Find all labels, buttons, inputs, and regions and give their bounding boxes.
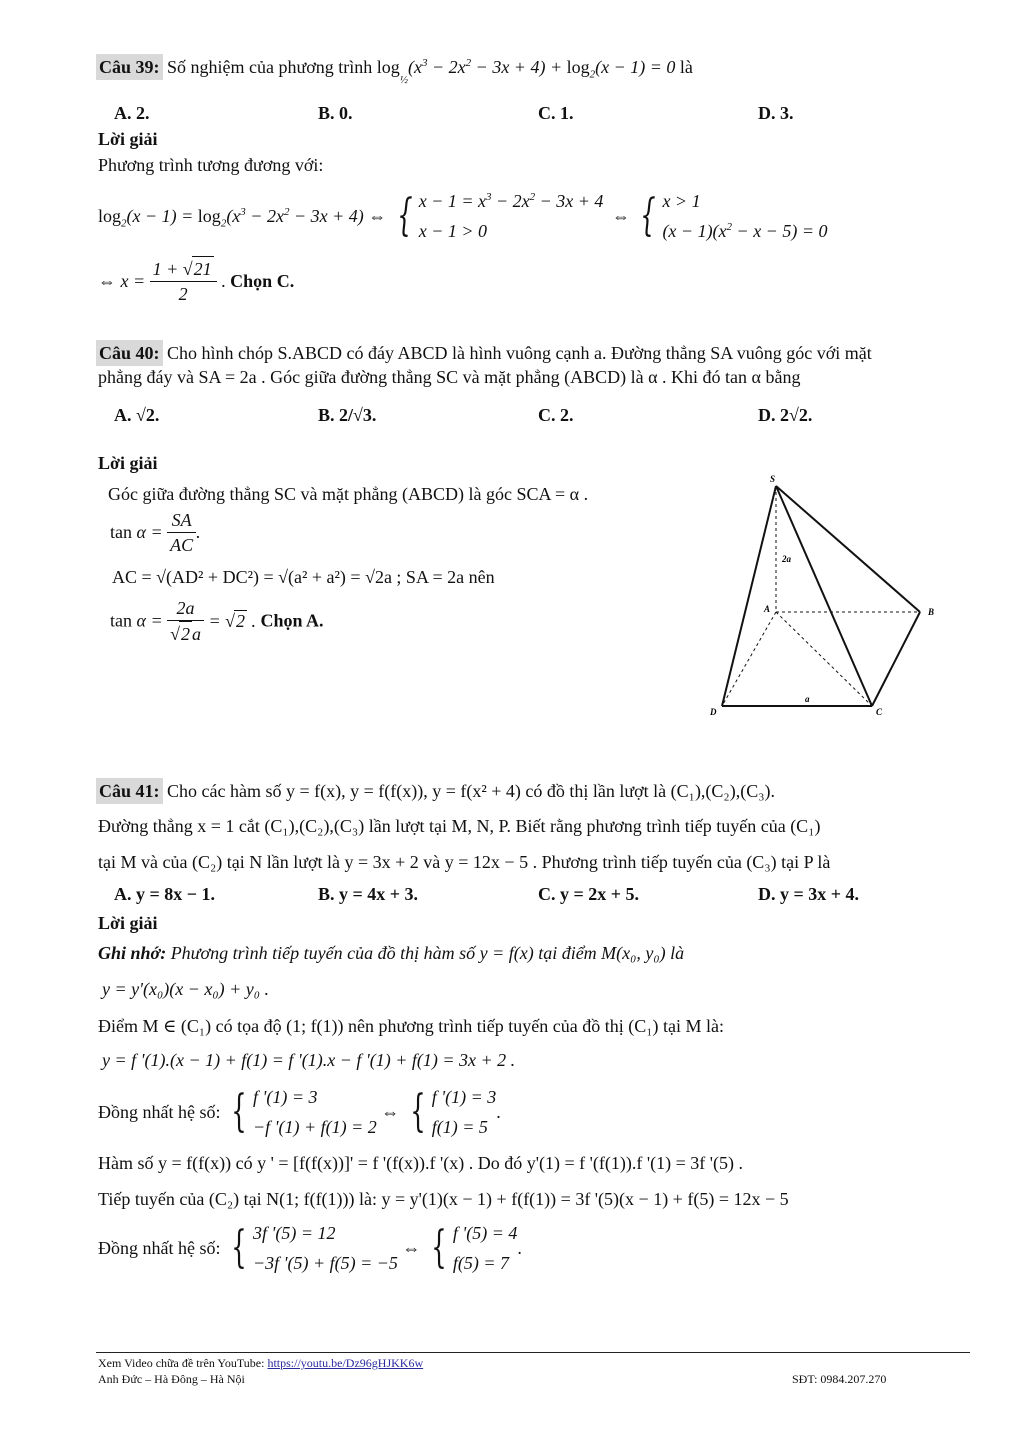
q40-tan-def: tan α = $\frac{SA}{AC}$ .	[110, 510, 201, 555]
q41-line-1: Điểm M ∈ (C₁) có tọa độ (1; f(1)) nên phương trình tiếp tuyến của đồ thị (C₁) tại M là:	[98, 1016, 725, 1036]
q39-option-c[interactable]: C. 1.	[538, 103, 574, 123]
q41-line-6-label: Đồng nhất hệ số:	[98, 1238, 221, 1258]
q39-label: Câu 39:	[96, 54, 163, 80]
edge-sc	[776, 486, 872, 706]
label-sa-length: 2a	[782, 554, 791, 564]
edge-sb	[776, 486, 920, 612]
q41-text-2: Đường thẳng x = 1 cắt (C₁),(C₂),(C₃) lần lượt tại M, N, P. Biết rằng phương trình tiếp tuyến của (C₁)	[98, 816, 821, 836]
q40-solution-intro: Góc giữa đường thẳng SC và mặt phẳng (ABCD) là góc SCA = α .	[108, 484, 589, 504]
q41-system-1: Đồng nhất hệ số: { f '(1) = 3 −f '(1) + f(1) = 2 ⇔ { f '(1) = 3 f(1) = 5.	[98, 1086, 501, 1137]
q41-stem-1	[98, 778, 968, 804]
q39-option-b[interactable]: B. 0.	[318, 103, 353, 123]
q39-stem	[98, 54, 968, 86]
q40-text-2: phẳng đáy và SA = 2a . Góc giữa đường thẳng SC và mặt phẳng (ABCD) là α . Khi đó tan α bằng	[98, 367, 801, 387]
q41-note-text: Phương trình tiếp tuyến của đồ thị hàm số y = f(x) tại điểm M(x₀, y₀) là	[170, 943, 685, 963]
label-s: S	[770, 474, 776, 484]
q40-ac-line: AC = √(AD² + DC²) = √(a² + a²) = √2a ; SA = 2a nên	[112, 567, 495, 587]
q40-choose: Chọn A.	[260, 610, 324, 631]
pyramid-figure	[700, 470, 950, 730]
label-b: B	[928, 607, 935, 617]
q40-option-d[interactable]: D. 2√2.	[758, 405, 813, 425]
q41-option-d[interactable]: D. y = 3x + 4.	[758, 884, 860, 904]
footer-rule	[96, 1352, 970, 1353]
q41-line-4: Hàm số y = f(f(x)) có y ' = [f(f(x))]' = f '(f(x)).f '(x) . Do đó y'(1) = f '(f(1)).f '(1) = 3f '(5) .	[98, 1153, 743, 1173]
q41-text-3: tại M và của (C₂) tại N lần lượt là y = 3x + 2 và y = 12x − 5 . Phương trình tiếp tuyến của (C₃) tại P là	[98, 852, 831, 872]
edge-ac	[776, 612, 872, 706]
q41-solution-title: Lời giải	[98, 913, 158, 933]
q39-solution-result: ⇔ x = $\frac{1 + √21}{2}$ . Chọn C.	[98, 256, 968, 310]
q41-line-5: Tiếp tuyến của (C₂) tại N(1; f(f(1))) là: y = y'(1)(x − 1) + f(f(1)) = 3f '(5)(x − 1) + f(5) = 12x − 5	[98, 1189, 789, 1209]
q40-tan-result: tan α = $\frac{2a}{√2 a}$ = √2 . Chọn A.	[110, 598, 324, 644]
q40-stem-1	[98, 340, 968, 366]
q40-text-1: Cho hình chóp S.ABCD có đáy ABCD là hình vuông cạnh a. Đường thẳng SA vuông góc với mặt	[167, 343, 872, 363]
label-a: A	[764, 604, 771, 614]
q41-note	[98, 942, 968, 964]
footer-author: Anh Đức – Hà Đông – Hà Nội	[98, 1372, 245, 1386]
label-dc-length: a	[805, 694, 810, 704]
q41-line-2: y = f '(1).(x − 1) + f(1) = f '(1).x − f '(1) + f(1) = 3x + 2 .	[102, 1050, 516, 1070]
q41-option-c[interactable]: C. y = 2x + 5.	[538, 884, 640, 904]
edge-cb	[872, 612, 920, 706]
q40-option-c[interactable]: C. 2.	[538, 405, 574, 425]
q41-label: Câu 41:	[96, 778, 163, 804]
edge-sd	[722, 486, 776, 706]
q41-system-2: Đồng nhất hệ số: { 3f '(5) = 12 −3f '(5) + f(5) = −5 ⇔ { f '(5) = 4 f(5) = 7.	[98, 1222, 522, 1273]
q41-line-3-label: Đồng nhất hệ số:	[98, 1102, 221, 1122]
footer-video-link[interactable]: https://youtu.be/Dz96gHJKK6w	[267, 1356, 424, 1370]
q39-solution-intro: Phương trình tương đương với:	[98, 155, 324, 175]
q40-solution-title: Lời giải	[98, 453, 158, 473]
q39-equation: $\log_{\frac{1}{2}}(x^3 - 2x^2 - 3x + 4) + \log_2(x - 1) = 0$	[376, 57, 680, 86]
q39-choose: Chọn C.	[230, 271, 295, 291]
q41-text-1: Cho các hàm số y = f(x), y = f(f(x)), y = f(x² + 4) có đồ thị lần lượt là (C₁),(C₂),(C₃).	[167, 781, 775, 801]
footer-phone: SĐT: 0984.207.270	[792, 1372, 887, 1386]
q40-label: Câu 40:	[96, 340, 163, 366]
footer-video	[98, 1356, 423, 1371]
label-d: D	[710, 707, 717, 717]
q41-option-b[interactable]: B. y = 4x + 3.	[318, 884, 419, 904]
q41-note-eq: y = y'(x₀)(x − x₀) + y₀ .	[102, 979, 269, 999]
q39-solution-title: Lời giải	[98, 129, 158, 149]
edge-ad	[722, 612, 776, 706]
q39-solution-system: $\log_2(x - 1) = \log_2(x^3 - 2x^2 - 3x + 4)$ ⇔ { $x - 1 = x^3 - 2x^2 - 3x + 4$ x − 1 > 0 ⇔ { x > 1 $(x - 1)(x^2 - x - 5) = 0$	[98, 190, 828, 241]
q41-note-label: Ghi nhớ:	[98, 943, 167, 963]
q40-option-b[interactable]: B. 2/√3.	[318, 405, 377, 425]
q39-option-d[interactable]: D. 3.	[758, 103, 794, 123]
label-c: C	[876, 707, 883, 717]
q39-option-a[interactable]: A. 2.	[114, 103, 150, 123]
q39-text: Số nghiệm của phương trình	[167, 57, 373, 77]
q40-option-a[interactable]: A. √2.	[114, 405, 160, 425]
q39-tail: là	[679, 57, 693, 77]
q41-option-a[interactable]: A. y = 8x − 1.	[114, 884, 216, 904]
footer-video-label: Xem Video chữa đề trên YouTube:	[98, 1356, 265, 1370]
